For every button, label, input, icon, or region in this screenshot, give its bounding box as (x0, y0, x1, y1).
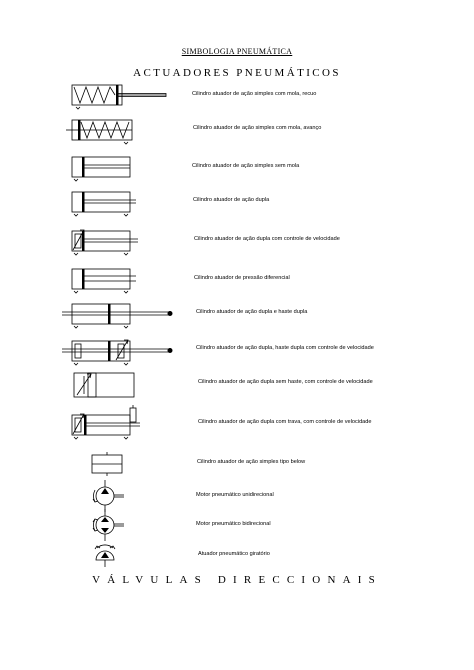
locking-cylinder-speed-control-icon (60, 405, 180, 443)
double-rod-cylinder-speed-control-icon (60, 336, 180, 366)
rotary-actuator-icon (60, 540, 180, 568)
symbol-label: Cilindro atuador de ação dupla com trava, com controle de velocidade (198, 419, 372, 425)
symbol-label: Cilindro atuador de ação dupla e haste dupla (196, 309, 308, 315)
unidirectional-motor-icon (60, 480, 180, 512)
symbol-label: Cilindro atuador de ação dupla (193, 197, 270, 203)
bellows-cylinder-icon (60, 452, 180, 476)
symbol-label: Cilindro atuador de ação simples com mola, recuo (192, 91, 317, 97)
symbol-label: Cilindro atuador de ação simples sem mola (192, 163, 300, 169)
symbol-label: Motor pneumático bidirecional (196, 521, 271, 527)
bidirectional-motor-icon (60, 509, 180, 541)
symbol-label: Cilindro atuador de ação simples com mola, avanço (193, 125, 322, 131)
symbol-label: Cilindro atuador de ação simples tipo below (197, 459, 306, 465)
symbol-label: Cilindro atuador de ação dupla sem haste, com controle de velocidade (198, 379, 373, 385)
double-rod-cylinder-icon (60, 299, 180, 329)
symbol-label: Motor pneumático unidirecional (196, 492, 274, 498)
document-title: SIMBOLOGIA PNEUMÁTICA (181, 47, 293, 56)
single-acting-cylinder-no-spring-icon (60, 153, 180, 181)
symbol-label: Atuador pneumático giratório (198, 551, 270, 557)
differential-pressure-cylinder-icon (60, 265, 180, 293)
section-heading-actuators: ACTUADORES PNEUMÁTICOS (133, 67, 341, 79)
single-acting-cylinder-spring-return-icon (60, 80, 180, 110)
single-acting-cylinder-spring-advance-icon (60, 115, 180, 145)
symbol-label: Cilindro atuador de pressão diferencial (194, 275, 290, 281)
symbol-label: Cilindro atuador de ação dupla, haste dupla com controle de velocidade (196, 345, 374, 351)
section-heading-valves: VÁLVULAS DIRECCIONAIS (92, 574, 382, 586)
double-acting-cylinder-icon (60, 188, 180, 216)
double-acting-cylinder-speed-control-icon (60, 226, 180, 256)
symbol-label: Cilindro atuador de ação dupla com controle de velocidade (194, 236, 340, 242)
rodless-cylinder-speed-control-icon (60, 368, 180, 402)
